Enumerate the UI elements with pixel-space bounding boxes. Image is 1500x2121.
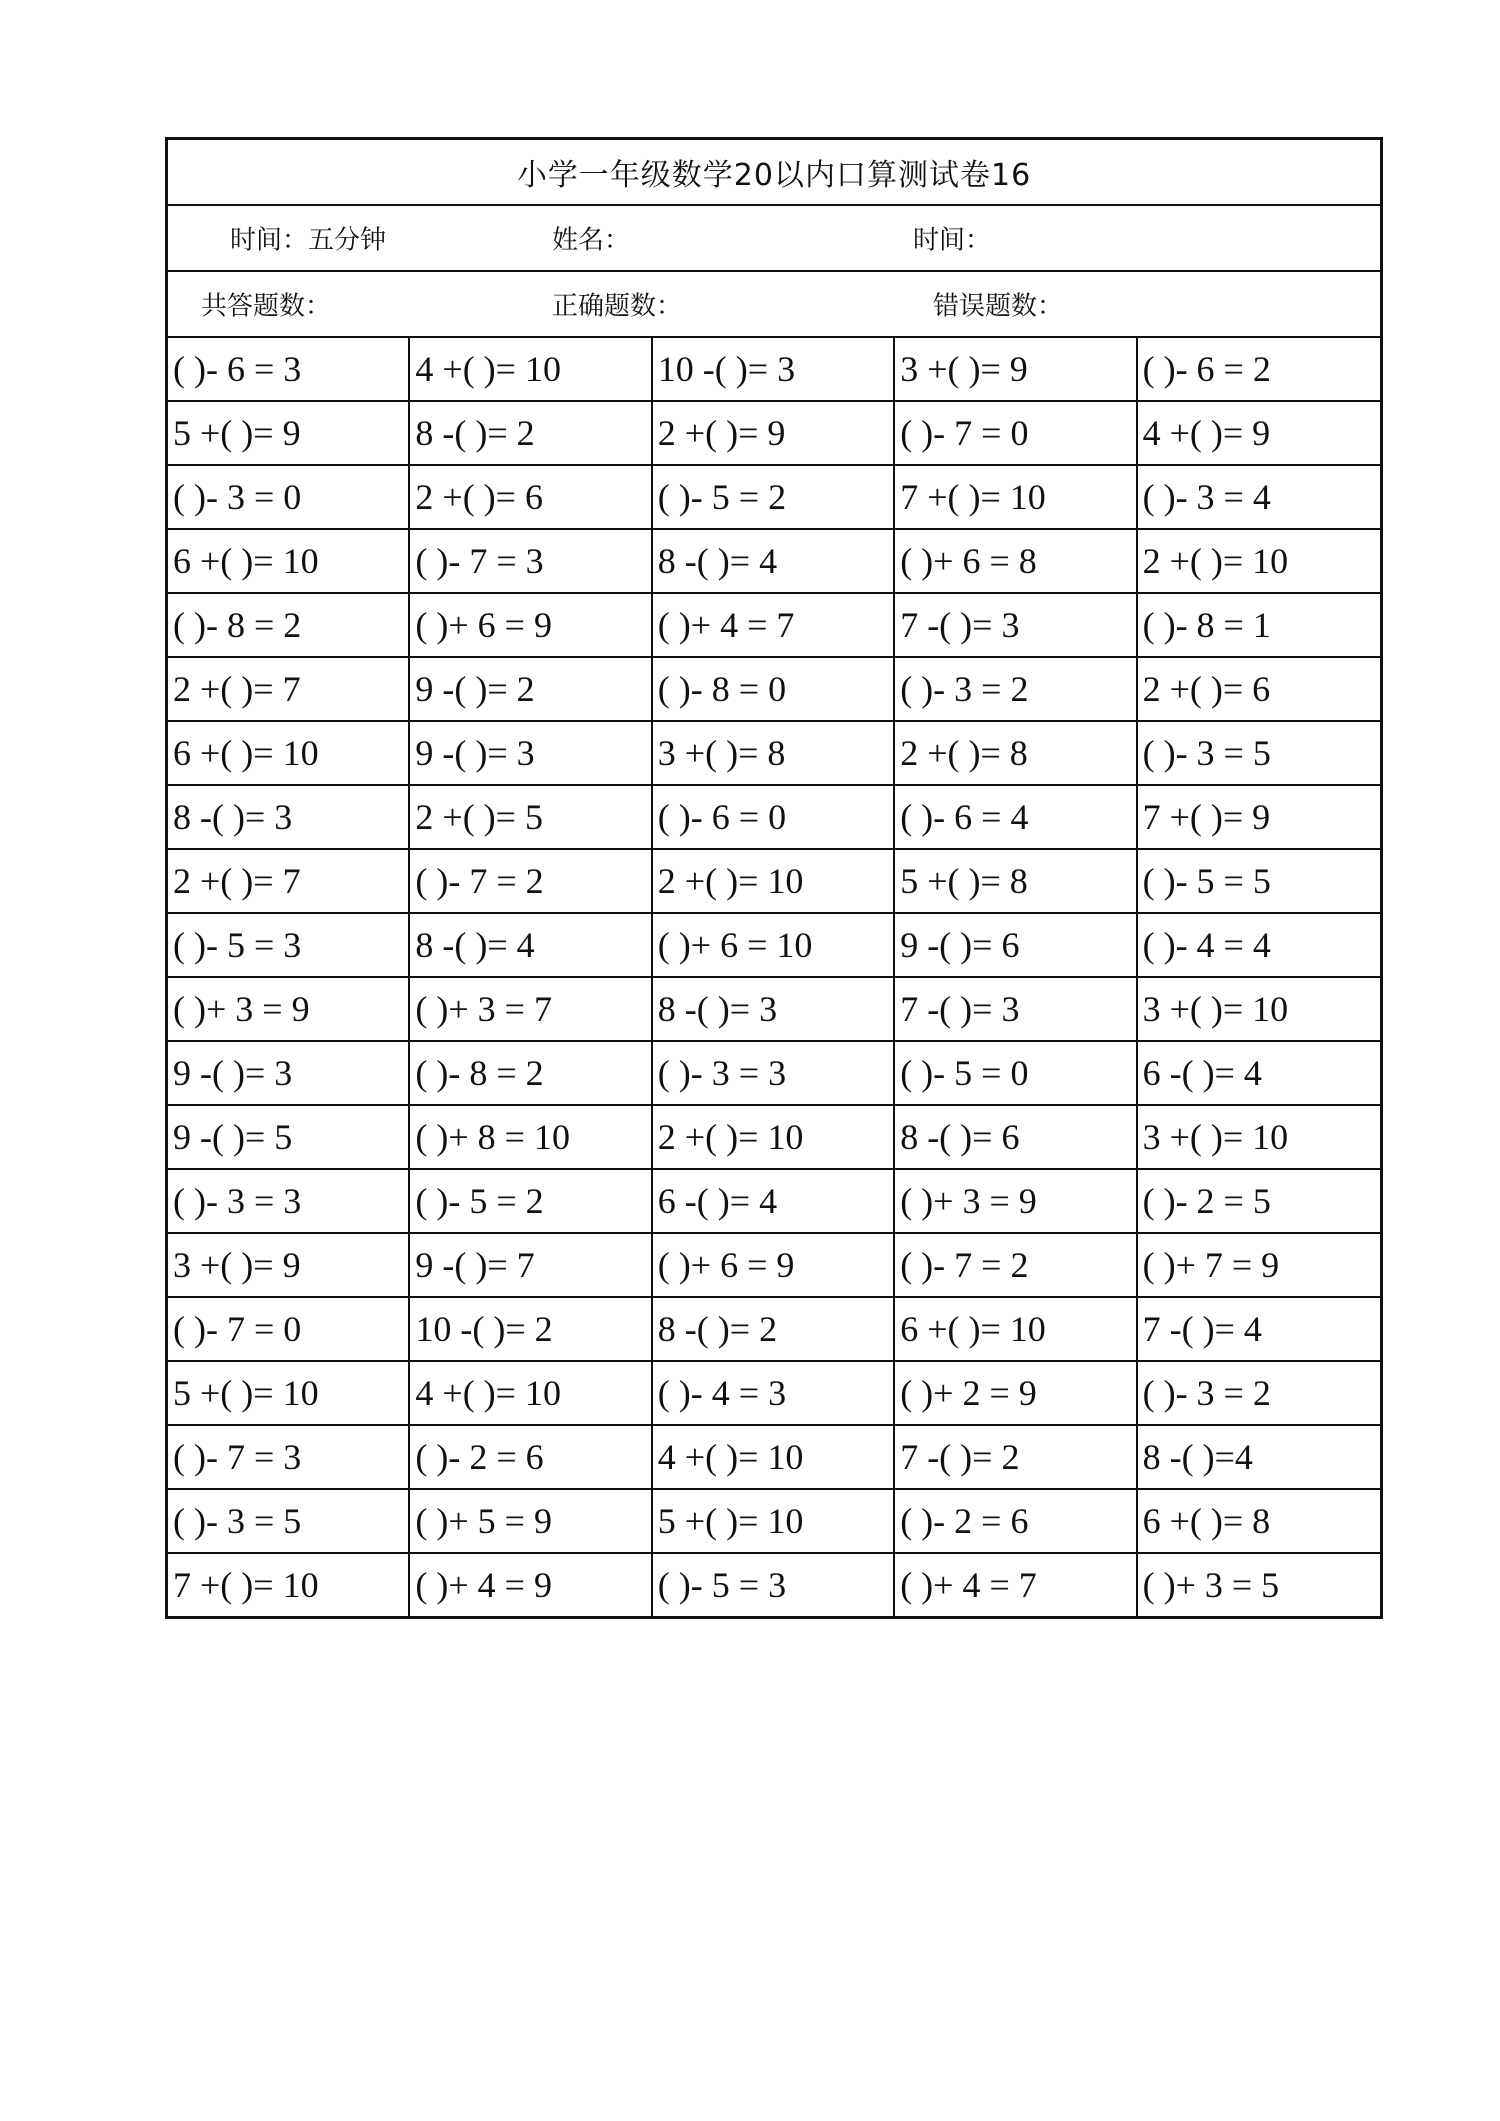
problem-cell: 8 -( )= 2 (653, 1298, 895, 1362)
problem-cell: 7 -( )= 4 (1138, 1298, 1380, 1362)
problem-cell: ( )- 2 = 6 (895, 1490, 1137, 1554)
problem-cell: 5 +( )= 9 (168, 402, 410, 466)
problem-cell: ( )+ 6 = 9 (653, 1234, 895, 1298)
problem-cell: ( )- 4 = 3 (653, 1362, 895, 1426)
problem-cell: 4 +( )= 10 (410, 338, 652, 402)
problem-cell: 5 +( )= 10 (653, 1490, 895, 1554)
problem-cell: ( )- 8 = 1 (1138, 594, 1380, 658)
problem-cell: 8 -( )=4 (1138, 1426, 1380, 1490)
info-row-time-name (168, 206, 1380, 272)
problem-cell: ( )+ 4 = 7 (653, 594, 895, 658)
problem-cell: 6 +( )= 8 (1138, 1490, 1380, 1554)
problem-cell: 2 +( )= 6 (1138, 658, 1380, 722)
problem-cell: 8 -( )= 4 (653, 530, 895, 594)
problem-cell: ( )- 5 = 3 (168, 914, 410, 978)
problem-cell: ( )+ 7 = 9 (1138, 1234, 1380, 1298)
problem-cell: ( )- 3 = 2 (1138, 1362, 1380, 1426)
problem-cell: ( )- 8 = 2 (168, 594, 410, 658)
problem-cell: 2 +( )= 8 (895, 722, 1137, 786)
problem-cell: 9 -( )= 6 (895, 914, 1137, 978)
problem-cell: ( )- 6 = 4 (895, 786, 1137, 850)
problem-cell: ( )+ 6 = 10 (653, 914, 895, 978)
problem-cell: 6 +( )= 10 (168, 722, 410, 786)
problem-cell: ( )+ 6 = 9 (410, 594, 652, 658)
problem-cell: 10 -( )= 2 (410, 1298, 652, 1362)
problem-cell: 3 +( )= 9 (168, 1234, 410, 1298)
problem-cell: 6 +( )= 10 (168, 530, 410, 594)
problem-cell: 9 -( )= 3 (168, 1042, 410, 1106)
wrong-count-label: 错误题数： (933, 291, 1064, 322)
info-row-scores (168, 272, 1380, 338)
problem-cell: ( )+ 5 = 9 (410, 1490, 652, 1554)
problem-cell: 4 +( )= 10 (410, 1362, 652, 1426)
worksheet-title: 小学一年级数学20以内口算测试卷16 (168, 140, 1380, 206)
problem-cell: ( )+ 8 = 10 (410, 1106, 652, 1170)
problem-cell: 7 +( )= 10 (168, 1554, 410, 1616)
problem-cell: ( )- 5 = 2 (410, 1170, 652, 1234)
problem-cell: ( )- 3 = 5 (1138, 722, 1380, 786)
problem-cell: ( )- 7 = 0 (895, 402, 1137, 466)
problem-cell: 2 +( )= 10 (653, 1106, 895, 1170)
problem-cell: 3 +( )= 9 (895, 338, 1137, 402)
problem-cell: ( )- 3 = 3 (653, 1042, 895, 1106)
problem-cell: ( )+ 3 = 5 (1142, 1565, 1280, 1605)
problem-cell: ( )+ 4 = 7 (895, 1554, 1137, 1616)
problem-cell: 2 +( )= 7 (168, 850, 410, 914)
problem-cell: 9 -( )= 3 (410, 722, 652, 786)
problem-cell: ( )+ 4 = 9 (410, 1554, 652, 1616)
name-label: 姓名： (552, 225, 631, 256)
problem-cell: ( )- 7 = 0 (168, 1298, 410, 1362)
problem-cell: 5 +( )= 8 (895, 850, 1137, 914)
problem-grid (168, 338, 1380, 1616)
problem-cell: ( )- 8 = 2 (410, 1042, 652, 1106)
problem-cell: 2 +( )= 7 (168, 658, 410, 722)
worksheet-table (165, 137, 1383, 1619)
problem-cell: 4 +( )= 9 (1138, 402, 1380, 466)
problem-cell: 8 -( )= 2 (410, 402, 652, 466)
problem-cell: ( )+ 3 = 9 (895, 1170, 1137, 1234)
problem-cell: ( )- 2 = 5 (1138, 1170, 1380, 1234)
problem-cell: 9 -( )= 5 (168, 1106, 410, 1170)
problem-cell: 7 -( )= 3 (895, 978, 1137, 1042)
problem-cell: ( )- 5 = 0 (895, 1042, 1137, 1106)
problem-cell: ( )- 8 = 0 (653, 658, 895, 722)
problem-cell: ( )- 6 = 3 (168, 338, 410, 402)
problem-cell: 2 +( )= 10 (653, 850, 895, 914)
problem-cell: ( )- 7 = 2 (895, 1234, 1137, 1298)
problem-cell: 9 -( )= 7 (410, 1234, 652, 1298)
time-label: 时间： (913, 225, 992, 256)
problem-cell: 7 +( )= 10 (895, 466, 1137, 530)
problem-cell: 8 -( )= 3 (168, 786, 410, 850)
problem-cell: ( )- 4 = 4 (1138, 914, 1380, 978)
problem-cell: ( )- 3 = 4 (1138, 466, 1380, 530)
problem-cell: ( )- 3 = 0 (168, 466, 410, 530)
problem-cell: 6 -( )= 4 (1138, 1042, 1380, 1106)
problem-cell: ( )- 2 = 6 (410, 1426, 652, 1490)
problem-cell: 5 +( )= 10 (168, 1362, 410, 1426)
problem-cell: ( )- 7 = 3 (168, 1426, 410, 1490)
problem-cell: ( )+ 6 = 8 (895, 530, 1137, 594)
problem-cell: 3 +( )= 10 (1138, 1106, 1380, 1170)
problem-cell: ( )- 7 = 3 (410, 530, 652, 594)
problem-cell: 6 -( )= 4 (653, 1170, 895, 1234)
problem-cell: 2 +( )= 6 (410, 466, 652, 530)
time-limit-label: 时间：五分钟 (230, 225, 387, 256)
total-questions-label: 共答题数： (201, 291, 332, 322)
problem-cell: ( )+ 3 = 9 (168, 978, 410, 1042)
problem-cell: ( )- 5 = 5 (1138, 850, 1380, 914)
problem-cell: ( )- 3 = 3 (168, 1170, 410, 1234)
problem-cell: 7 +( )= 9 (1138, 786, 1380, 850)
problem-cell: ( )- 3 = 5 (168, 1490, 410, 1554)
problem-cell: 7 -( )= 2 (895, 1426, 1137, 1490)
problem-cell: 8 -( )= 4 (410, 914, 652, 978)
problem-cell: 3 +( )= 10 (1138, 978, 1380, 1042)
problem-cell: ( )+ 3 = 7 (410, 978, 652, 1042)
problem-cell: 4 +( )= 10 (653, 1426, 895, 1490)
problem-cell: 6 +( )= 10 (895, 1298, 1137, 1362)
problem-cell: 9 -( )= 2 (410, 658, 652, 722)
correct-count-label: 正确题数： (552, 291, 683, 322)
problem-cell: ( )- 7 = 2 (410, 850, 652, 914)
problem-cell: 8 -( )= 3 (653, 978, 895, 1042)
problem-cell: ( )- 5 = 3 (653, 1554, 895, 1616)
problem-cell: ( )+ 2 = 9 (895, 1362, 1137, 1426)
problem-cell: ( )- 6 = 0 (653, 786, 895, 850)
problem-cell: ( )- 3 = 2 (895, 658, 1137, 722)
problem-cell: 2 +( )= 10 (1138, 530, 1380, 594)
problem-cell: 2 +( )= 9 (653, 402, 895, 466)
problem-cell: 2 +( )= 5 (410, 786, 652, 850)
problem-cell: ( )- 5 = 2 (653, 466, 895, 530)
problem-cell: 10 -( )= 3 (653, 338, 895, 402)
problem-cell: 3 +( )= 8 (653, 722, 895, 786)
problem-cell: 7 -( )= 3 (895, 594, 1137, 658)
problem-cell: 8 -( )= 6 (895, 1106, 1137, 1170)
problem-cell: ( )- 6 = 2 (1138, 338, 1380, 402)
